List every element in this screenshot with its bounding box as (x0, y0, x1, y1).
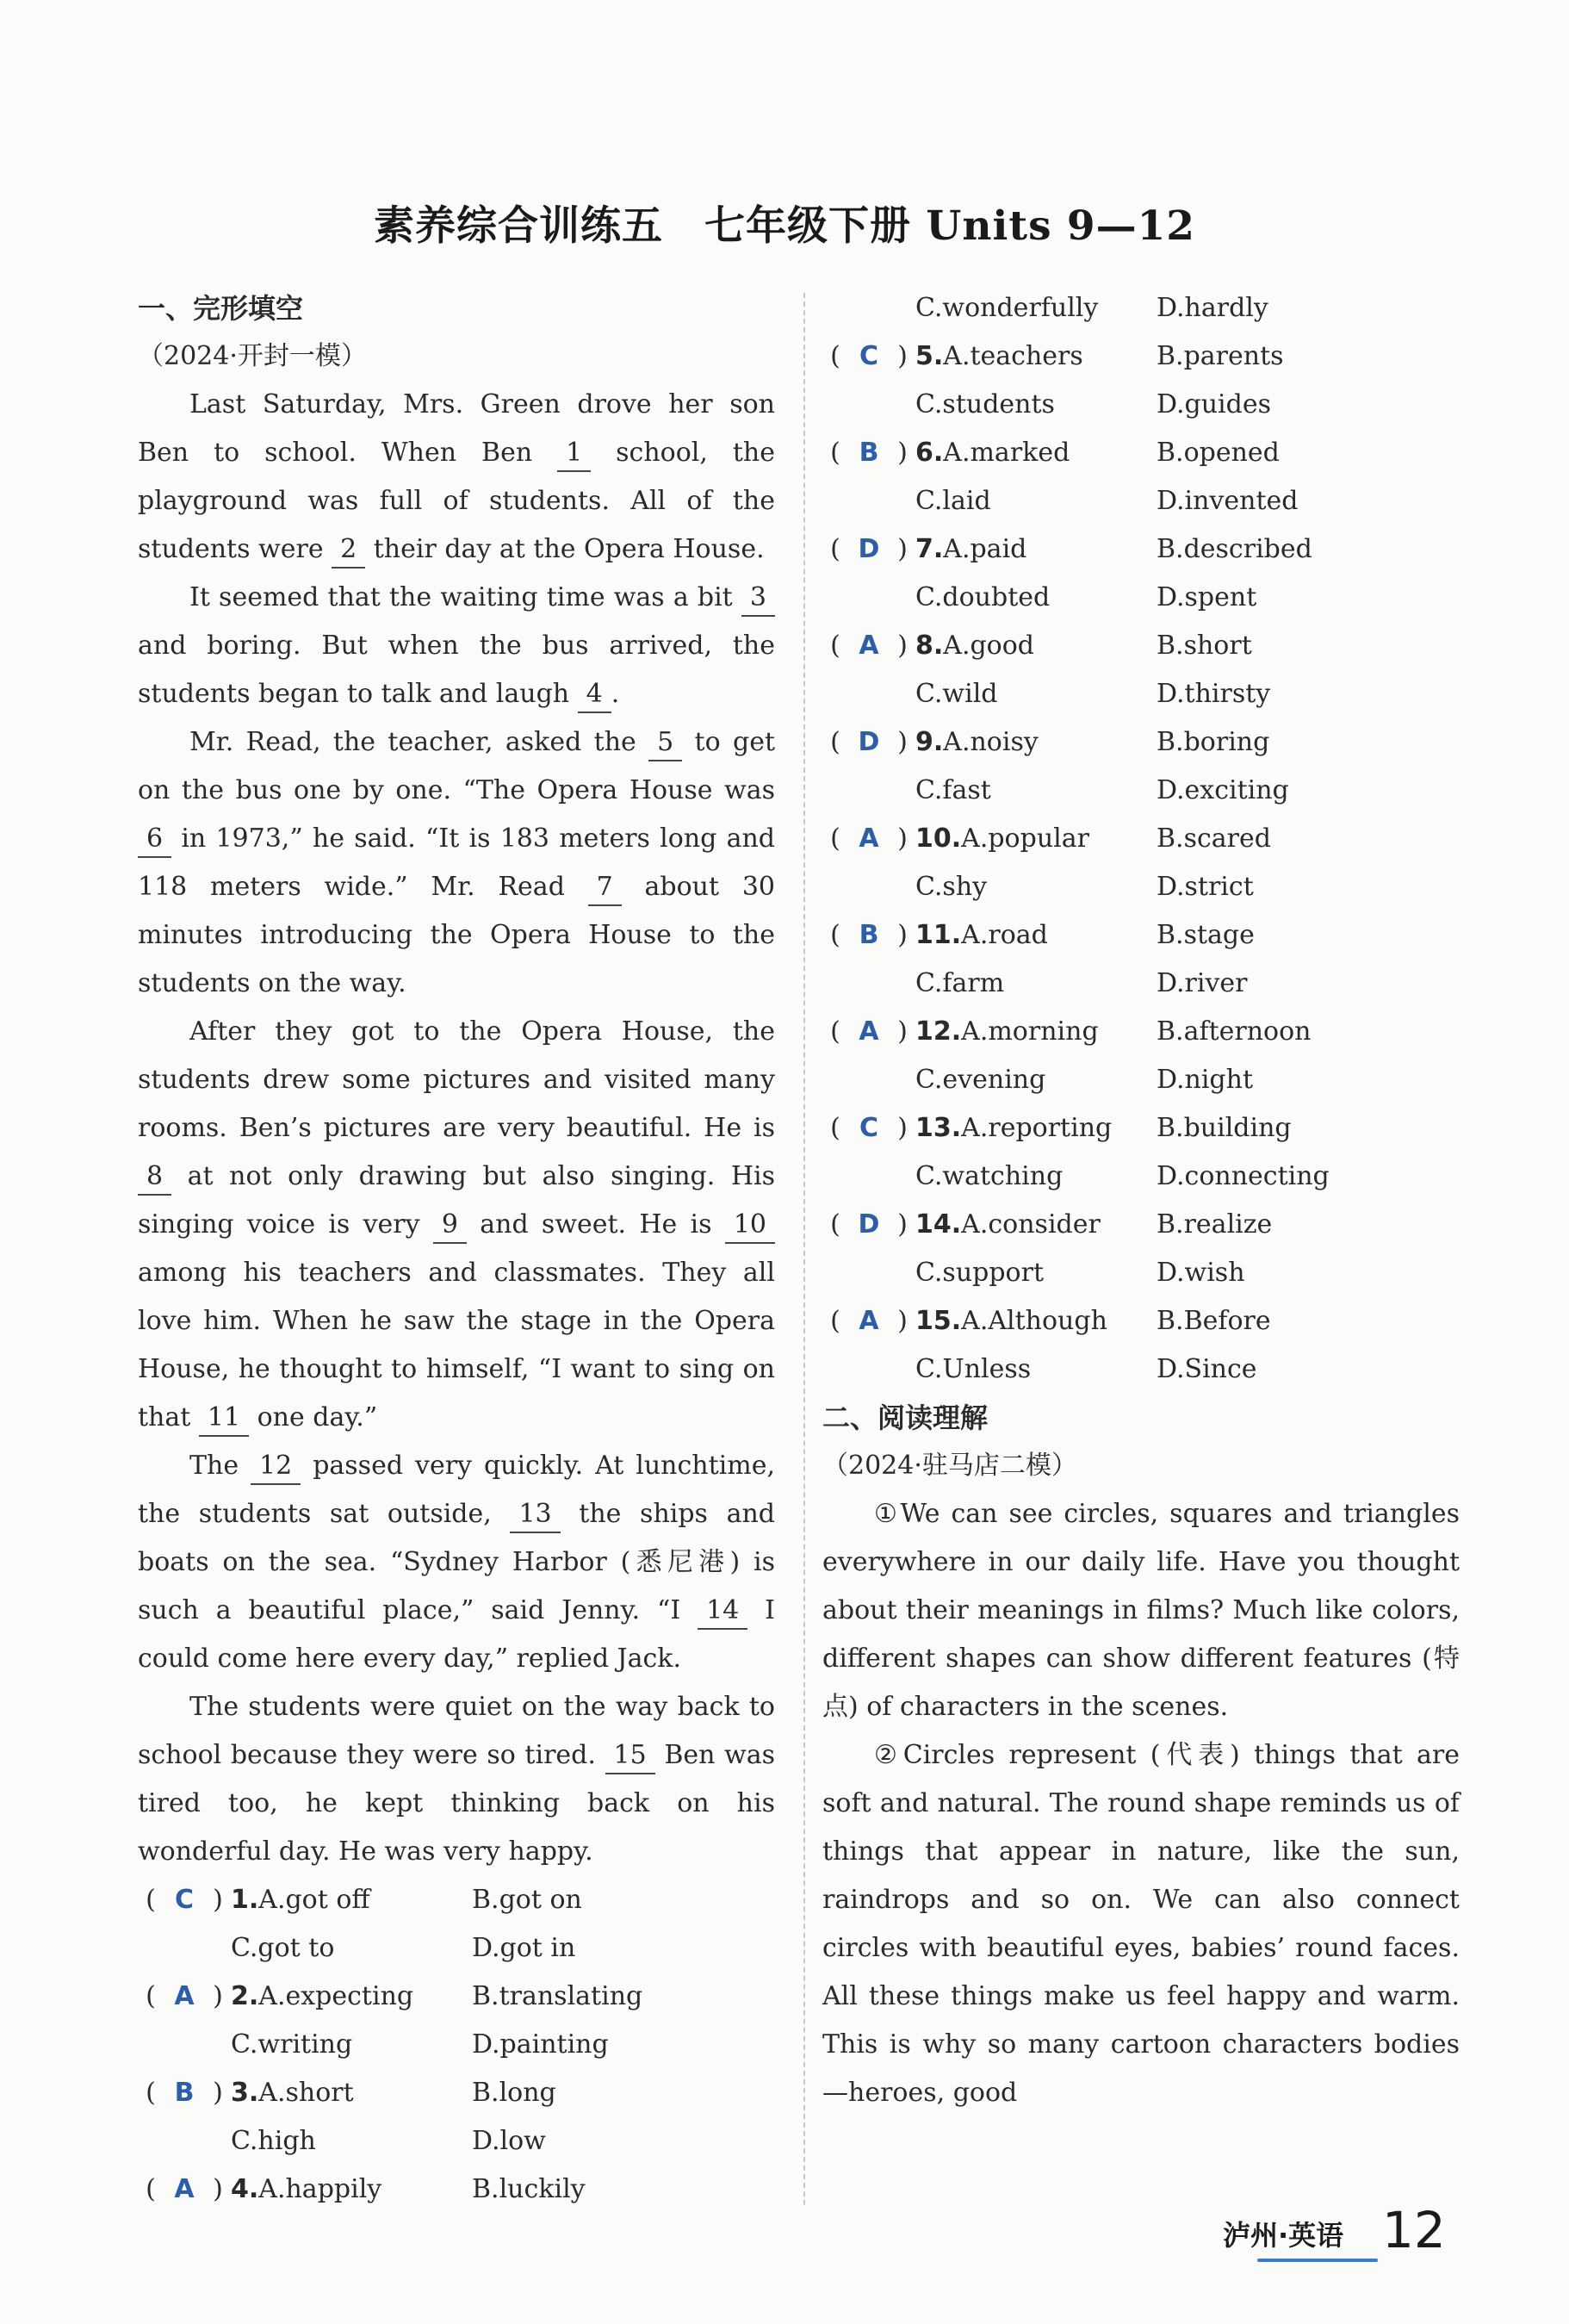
blank-number: 12 (251, 1449, 301, 1485)
question-row (138, 1876, 775, 1924)
open-paren: ( (830, 534, 840, 564)
option-a-text: A.expecting (258, 1981, 414, 2011)
close-paren: ) (897, 631, 908, 661)
question-number: 9. (915, 727, 944, 757)
passage-text: Mr. Read, the teacher, asked the (189, 727, 649, 757)
option-b: B.translating (472, 1981, 643, 2011)
options-line-2 (822, 960, 1460, 1008)
question-number: 7. (915, 534, 944, 564)
close-paren: ) (213, 2174, 223, 2204)
column-divider (803, 293, 805, 2205)
option-a (915, 525, 1157, 574)
options-line-2 (822, 477, 1460, 525)
option-a-text: A.short (258, 2078, 354, 2108)
passage-text: The students were quiet on the way back to school because they were so tired. (138, 1692, 775, 1770)
close-paren: ) (897, 534, 908, 564)
blank-number: 4 (578, 677, 611, 713)
options-line-2 (822, 574, 1460, 622)
option-d: D.low (472, 2126, 546, 2156)
answer-letter: A (174, 1981, 195, 2011)
option-c: C.students (915, 389, 1055, 419)
options-line-1 (915, 1008, 1460, 1056)
question-row (822, 622, 1460, 670)
passage-text: and boring. But when the bus arrived, the students began to talk and laugh (138, 631, 775, 709)
option-b: B.short (1157, 631, 1252, 661)
option-a-text: A.Although (961, 1306, 1107, 1336)
option-d: D.guides (1157, 389, 1271, 419)
cloze-paragraph (138, 381, 775, 574)
question-number: 5. (915, 341, 944, 371)
question-number: 11. (915, 920, 962, 950)
option-d: D.strict (1157, 872, 1254, 902)
answer-letter: A (174, 2174, 195, 2204)
option-b: B.realize (1157, 1209, 1273, 1240)
close-paren: ) (897, 1306, 908, 1336)
option-a (915, 815, 1157, 863)
options-line-2 (822, 863, 1460, 911)
options-line-1 (915, 1201, 1460, 1249)
cloze-passage (138, 381, 775, 1876)
option-c: C.laid (915, 486, 991, 516)
blank-number: 11 (199, 1401, 249, 1437)
question-number: 13. (915, 1113, 962, 1143)
open-paren: ( (830, 631, 840, 661)
close-paren: ) (213, 1885, 223, 1915)
open-paren: ( (830, 823, 840, 854)
reading-source: （2024·驻马店二模） (822, 1451, 1077, 1481)
option-c: C.wild (915, 679, 998, 709)
options-line-1 (915, 622, 1460, 670)
cloze-paragraph (138, 718, 775, 1008)
close-paren: ) (897, 920, 908, 950)
open-paren: ( (830, 341, 840, 371)
open-paren: ( (146, 1885, 156, 1915)
option-c: C.Unless (915, 1354, 1032, 1384)
options-line-2 (822, 1345, 1460, 1394)
option-c: C.shy (915, 872, 988, 902)
passage-text: one day.” (249, 1402, 378, 1432)
option-c: C.writing (231, 2029, 353, 2060)
question-number: 12. (915, 1016, 962, 1047)
option-b: B.boring (1157, 727, 1270, 757)
option-b: B.scared (1157, 823, 1271, 854)
passage-text: I could come here every day,” replied Jack. (138, 1595, 776, 1674)
option-a-text: A.good (943, 631, 1035, 661)
option-d: D.exciting (1157, 775, 1289, 805)
options-line-1 (915, 1104, 1460, 1153)
option-a (915, 622, 1157, 670)
options-line-1 (915, 815, 1460, 863)
option-a-text: A.paid (943, 534, 1027, 564)
answer-letter: A (859, 823, 879, 854)
options-line-1 (915, 1297, 1460, 1345)
option-b: B.luckily (472, 2174, 586, 2204)
option-c: C.farm (915, 968, 1005, 998)
options-line-2 (822, 670, 1460, 718)
options-line-1 (915, 332, 1460, 381)
passage-text: Last Saturday, Mrs. Green drove her son Ben to school. When Ben (138, 389, 775, 468)
close-paren: ) (897, 341, 908, 371)
options-line-1 (231, 2069, 775, 2117)
option-b: B.described (1157, 534, 1312, 564)
blank-number: 6 (138, 822, 171, 858)
open-paren: ( (830, 1113, 840, 1143)
option-c: C.fast (915, 775, 991, 805)
option-c: C.high (231, 2126, 316, 2156)
options-line-2 (138, 2117, 775, 2166)
question-row (822, 1297, 1460, 1345)
section-heading-cloze: 一、完形填空 (138, 292, 304, 325)
close-paren: ) (897, 438, 908, 468)
answer-letter: B (174, 2078, 195, 2108)
cloze-paragraph (138, 574, 775, 718)
question-row (138, 1973, 775, 2021)
option-a-text: A.morning (961, 1016, 1099, 1047)
passage-text: in 1973,” he said. “It is 183 meters long and 118 meters wide.” Mr. Read (138, 823, 775, 902)
option-c: C.got to (231, 1933, 335, 1963)
footer-label: 泸州·英语 (1223, 2219, 1344, 2252)
blank-number: 10 (725, 1208, 775, 1244)
option-d: D.night (1157, 1065, 1254, 1095)
passage-text: their day at the Opera House. (365, 534, 765, 564)
option-a (915, 1201, 1157, 1249)
close-paren: ) (213, 2078, 223, 2108)
question-number: 8. (915, 631, 944, 661)
options-line-1 (231, 1973, 775, 2021)
options-line-2 (822, 767, 1460, 815)
answer-letter: D (858, 727, 880, 757)
cloze-paragraph (138, 1683, 775, 1876)
options-line-2 (822, 1056, 1460, 1104)
open-paren: ( (830, 438, 840, 468)
option-c: C.doubted (915, 582, 1051, 612)
question-row (822, 429, 1460, 477)
option-a (915, 718, 1157, 767)
blank-number: 3 (741, 581, 775, 617)
option-b: B.Before (1157, 1306, 1271, 1336)
cloze-paragraph (138, 1442, 775, 1683)
close-paren: ) (897, 1016, 908, 1047)
question-number: 4. (231, 2174, 259, 2204)
option-a (915, 1104, 1157, 1153)
option-b: B.stage (1157, 920, 1255, 950)
question-number: 10. (915, 823, 962, 854)
answer-letter: A (859, 1306, 879, 1336)
option-a-text: A.reporting (961, 1113, 1113, 1143)
close-paren: ) (897, 727, 908, 757)
blank-number: 15 (605, 1738, 655, 1774)
close-paren: ) (897, 1113, 908, 1143)
passage-text: Ben was tired too, he kept thinking back on his wonderful day. He was very happy. (138, 1740, 776, 1867)
option-a-text: A.happily (258, 2174, 382, 2204)
open-paren: ( (830, 1016, 840, 1047)
option-a (915, 1008, 1157, 1056)
answer-letter: C (859, 1113, 879, 1143)
question-row (822, 911, 1460, 960)
page-title: 素养综合训练五 七年级下册 Units 9—12 (373, 202, 1196, 250)
open-paren: ( (146, 2174, 156, 2204)
option-b: B.got on (472, 1885, 582, 1915)
options-line-1 (915, 718, 1460, 767)
blank-number: 13 (510, 1497, 560, 1533)
option-d: D.connecting (1157, 1161, 1330, 1191)
question-row (138, 2166, 775, 2214)
option-b: B.afternoon (1157, 1016, 1312, 1047)
option-b: B.parents (1157, 341, 1284, 371)
reading-passage (822, 1490, 1460, 2117)
question-row (822, 1008, 1460, 1056)
options-line-1 (915, 429, 1460, 477)
option-c: C.support (915, 1258, 1045, 1288)
cloze-source: （2024·开封一模） (138, 341, 367, 371)
options-line-1 (915, 525, 1460, 574)
option-c: C.wonderfully (915, 293, 1099, 323)
question-number: 14. (915, 1209, 962, 1240)
open-paren: ( (830, 1306, 840, 1336)
question-number: 3. (231, 2078, 259, 2108)
option-d: D.invented (1157, 486, 1299, 516)
passage-text: and sweet. He is (466, 1209, 725, 1240)
answer-letter: A (859, 631, 879, 661)
options-line-2 (138, 2021, 775, 2069)
left-column (138, 284, 775, 2214)
reading-paragraph: ①We can see circles, squares and triangles everywhere in our daily life. Have you thought about their meanings in films? Much like colors, different shapes can show different features (特点) of characters in the scenes. (822, 1499, 1460, 1722)
option-a (231, 1973, 472, 2021)
question-row (822, 332, 1460, 381)
answer-letter: A (859, 1016, 879, 1047)
question-row (822, 815, 1460, 863)
blank-number: 9 (433, 1208, 467, 1244)
options-line-1 (231, 1876, 775, 1924)
option-b: B.long (472, 2078, 556, 2108)
close-paren: ) (897, 823, 908, 854)
option-a-text: A.got off (258, 1885, 370, 1915)
option-a (915, 1297, 1157, 1345)
blank-number: 7 (588, 870, 622, 906)
answer-letter: B (859, 920, 879, 950)
passage-text: The (189, 1451, 251, 1481)
passage-text: at not only drawing but also singing. His singing voice is very (138, 1161, 775, 1240)
answer-letter: C (174, 1885, 195, 1915)
blank-number: 5 (648, 725, 682, 761)
options-line-2 (822, 284, 1460, 332)
option-a (231, 1876, 472, 1924)
option-a-text: A.consider (961, 1209, 1101, 1240)
option-d: D.hardly (1157, 293, 1268, 323)
question-number: 6. (915, 438, 944, 468)
option-a (231, 2069, 472, 2117)
options-line-1 (915, 911, 1460, 960)
blank-number: 14 (698, 1594, 747, 1630)
options-line-1 (231, 2166, 775, 2214)
close-paren: ) (213, 1981, 223, 2011)
option-d: D.wish (1157, 1258, 1245, 1288)
option-b: B.building (1157, 1113, 1292, 1143)
open-paren: ( (830, 920, 840, 950)
passage-text: school, the playground was full of students. All of the students were (138, 438, 776, 564)
option-d: D.river (1157, 968, 1248, 998)
option-d: D.got in (472, 1933, 576, 1963)
option-a (231, 2166, 472, 2214)
option-a-text: A.teachers (943, 341, 1083, 371)
option-d: D.painting (472, 2029, 609, 2060)
option-d: D.spent (1157, 582, 1257, 612)
open-paren: ( (146, 1981, 156, 2011)
answer-letter: C (859, 341, 879, 371)
passage-text: about 30 minutes introducing the Opera House to the students on the way. (138, 872, 775, 998)
blank-number: 1 (557, 436, 591, 472)
question-row (138, 2069, 775, 2117)
open-paren: ( (146, 2078, 156, 2108)
option-c: C.watching (915, 1161, 1064, 1191)
open-paren: ( (830, 1209, 840, 1240)
question-row (822, 1201, 1460, 1249)
options-line-2 (138, 1924, 775, 1973)
option-a (915, 332, 1157, 381)
option-a-text: A.popular (961, 823, 1089, 854)
blank-number: 2 (332, 532, 365, 569)
passage-text: to get on the bus one by one. “The Opera House was (138, 727, 775, 805)
answer-letter: D (858, 534, 880, 564)
question-number: 2. (231, 1981, 259, 2011)
footer-accent-line (1257, 2259, 1378, 2262)
option-a (915, 911, 1157, 960)
options-line-2 (822, 1249, 1460, 1297)
question-number: 15. (915, 1306, 962, 1336)
reading-paragraph: ②Circles represent (代表) things that are soft and natural. The round shape reminds us of things that appear in nature, like the sun, raindrops and so on. We can also connect circles with beautiful eyes, babies’ round faces. All these things make us feel happy and warm. This is why so many cartoon characters bodies—heroes, good (822, 1740, 1460, 2108)
answer-letter: D (858, 1209, 880, 1240)
option-a (915, 429, 1157, 477)
passage-text: It seemed that the waiting time was a bit (189, 582, 741, 612)
option-d: D.Since (1157, 1354, 1257, 1384)
option-a-text: A.marked (943, 438, 1070, 468)
cloze-paragraph (138, 1008, 775, 1442)
section-heading-reading: 二、阅读理解 (822, 1401, 989, 1434)
passage-text: passed very quickly. At lunchtime, the students sat outside, (138, 1451, 775, 1529)
right-column (822, 284, 1460, 2117)
option-c: C.evening (915, 1065, 1046, 1095)
options-line-2 (822, 381, 1460, 429)
question-list-right (822, 284, 1460, 1394)
passage-text: . (611, 679, 620, 709)
question-number: 1. (231, 1885, 259, 1915)
open-paren: ( (830, 727, 840, 757)
answer-letter: B (859, 438, 879, 468)
page-number: 12 (1382, 2201, 1446, 2259)
blank-number: 8 (138, 1159, 171, 1196)
question-row (822, 525, 1460, 574)
close-paren: ) (897, 1209, 908, 1240)
option-a-text: A.noisy (943, 727, 1039, 757)
option-b: B.opened (1157, 438, 1280, 468)
question-row (822, 1104, 1460, 1153)
passage-text: After they got to the Opera House, the students drew some pictures and visited many rooms. Ben’s pictures are very beautiful. He is (138, 1016, 775, 1143)
question-list-left (138, 1876, 775, 2214)
options-line-2 (822, 1153, 1460, 1201)
option-a-text: A.road (961, 920, 1048, 950)
passage-text: the ships and boats on the sea. “Sydney Harbor (悉尼港) is such a beautiful place,” said Jenny. “I (138, 1499, 776, 1625)
option-d: D.thirsty (1157, 679, 1271, 709)
passage-text: among his teachers and classmates. They all love him. When he saw the stage in the Opera House, he thought to himself, “I want to sing on that (138, 1258, 775, 1432)
question-row (822, 718, 1460, 767)
